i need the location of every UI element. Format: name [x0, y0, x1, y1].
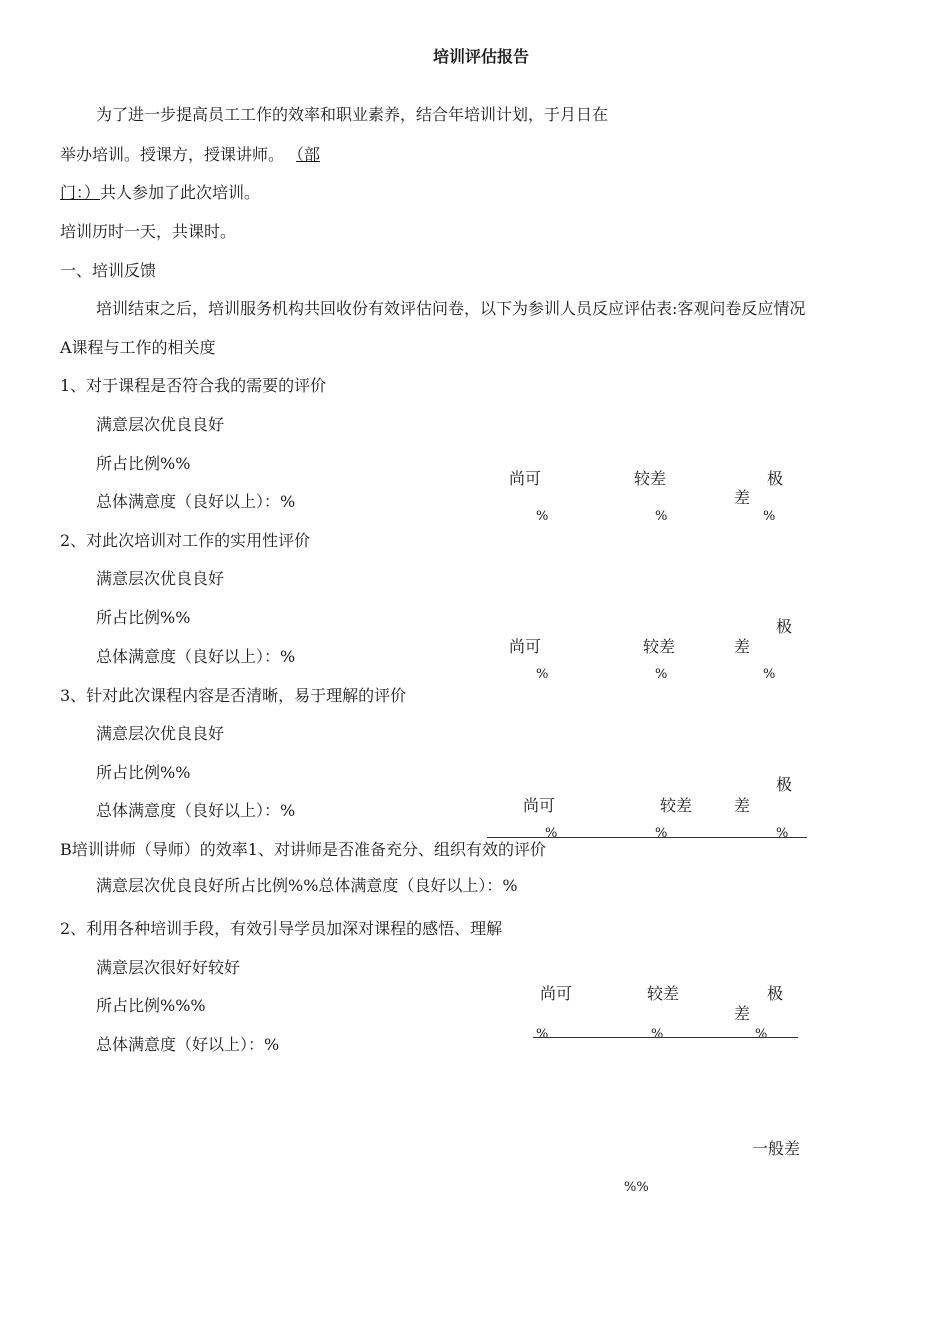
- a-q3-heading: 3、针对此次课程内容是否清晰，易于理解的评价: [60, 686, 407, 705]
- a-q3-col-fair: 尚可: [523, 796, 556, 815]
- a-q2-levels: 满意层次优良良好: [96, 569, 225, 588]
- b-q2-pct-3: %: [755, 1027, 768, 1042]
- a-q2-pct-2: %: [655, 667, 668, 682]
- b-q2-col-poor: 较差: [647, 984, 680, 1003]
- a-q3-col-very-poor-a: 差: [734, 796, 751, 815]
- a-q1-pct-1: %: [536, 509, 549, 524]
- b-q2-pct-2: %: [651, 1027, 664, 1042]
- a-q2-overall: 总体满意度（良好以上）：%: [96, 647, 296, 666]
- a-q2-col-very-poor-a: 差: [734, 637, 751, 656]
- a-q1-ratio: 所占比例%%: [96, 454, 191, 473]
- b-q2-rule: [533, 1037, 798, 1038]
- page-title: 培训评估报告: [433, 47, 530, 66]
- a-q3-rule: [487, 837, 807, 838]
- intro-line-2: [60, 145, 320, 165]
- intro-line-3: [60, 183, 260, 203]
- a-q2-col-poor: 较差: [643, 637, 676, 656]
- a-q3-col-very-poor-b: 极: [776, 775, 793, 794]
- b-q2-overall: 总体满意度（好以上）：%: [96, 1035, 280, 1054]
- a-q3-col-poor: 较差: [660, 796, 693, 815]
- a-q2-pct-3: %: [763, 667, 776, 682]
- b-q2-col-fair: 尚可: [540, 984, 573, 1003]
- intro-line-4: 培训历时一天，共课时。: [60, 222, 237, 241]
- a-q2-heading: 2、对此次培训对工作的实用性评价: [60, 531, 311, 550]
- b-q2-col-very-poor-a: 差: [734, 1004, 751, 1023]
- a-q2-ratio: 所占比例%%: [96, 608, 191, 627]
- a-q3-pct-2: %: [655, 826, 668, 841]
- department-label-start: （部: [296, 145, 321, 164]
- intro-line-2-text: 举办培训。授课方，授课讲师。: [60, 145, 285, 164]
- a-q3-ratio: 所占比例%%: [96, 763, 191, 782]
- a-q1-pct-2: %: [655, 509, 668, 524]
- department-label-end: 门：）: [60, 183, 101, 202]
- footer-label-general-poor: 一般差: [752, 1139, 801, 1158]
- a-q3-pct-1: %: [545, 826, 558, 841]
- a-q2-col-very-poor-b: 极: [776, 617, 793, 636]
- a-q3-levels: 满意层次优良良好: [96, 724, 225, 743]
- a-q1-levels: 满意层次优良良好: [96, 415, 225, 434]
- a-q1-col-very-poor-b: 极: [767, 469, 784, 488]
- a-q1-col-poor: 较差: [634, 469, 667, 488]
- part-b-heading: B培训讲师（导师）的效率1、对讲师是否准备充分、组织有效的评价: [60, 840, 546, 859]
- a-q1-col-very-poor-a: 差: [734, 488, 751, 507]
- section-heading-feedback: 一、培训反馈: [60, 261, 157, 280]
- a-q2-pct-1: %: [536, 667, 549, 682]
- feedback-paragraph: 培训结束之后，培训服务机构共回收份有效评估问卷，以下为参训人员反应评估表:客观问卷反应情况: [96, 299, 806, 318]
- b-q1-line: 满意层次优良良好所占比例%%总体满意度（良好以上）：%: [96, 876, 518, 895]
- part-a-heading: A课程与工作的相关度: [60, 338, 216, 357]
- a-q3-pct-3: %: [776, 826, 789, 841]
- a-q1-col-fair: 尚可: [509, 469, 542, 488]
- footer-pct: %%: [624, 1180, 649, 1195]
- b-q2-ratio: 所占比例%%%: [96, 996, 206, 1015]
- intro-line-3-text: 共人参加了此次培训。: [100, 183, 261, 202]
- a-q3-overall: 总体满意度（良好以上）：%: [96, 801, 296, 820]
- b-q2-heading: 2、利用各种培训手段，有效引导学员加深对课程的感悟、理解: [60, 919, 503, 938]
- b-q2-levels: 满意层次很好好较好: [96, 958, 241, 977]
- a-q1-overall: 总体满意度（良好以上）：%: [96, 492, 296, 511]
- b-q2-col-very-poor-b: 极: [767, 984, 784, 1003]
- a-q1-pct-3: %: [763, 509, 776, 524]
- b-q2-pct-1: %: [536, 1027, 549, 1042]
- a-q1-heading: 1、对于课程是否符合我的需要的评价: [60, 376, 327, 395]
- intro-line-1: 为了进一步提高员工工作的效率和职业素养，结合年培训计划，于月日在: [96, 105, 609, 124]
- a-q2-col-fair: 尚可: [509, 637, 542, 656]
